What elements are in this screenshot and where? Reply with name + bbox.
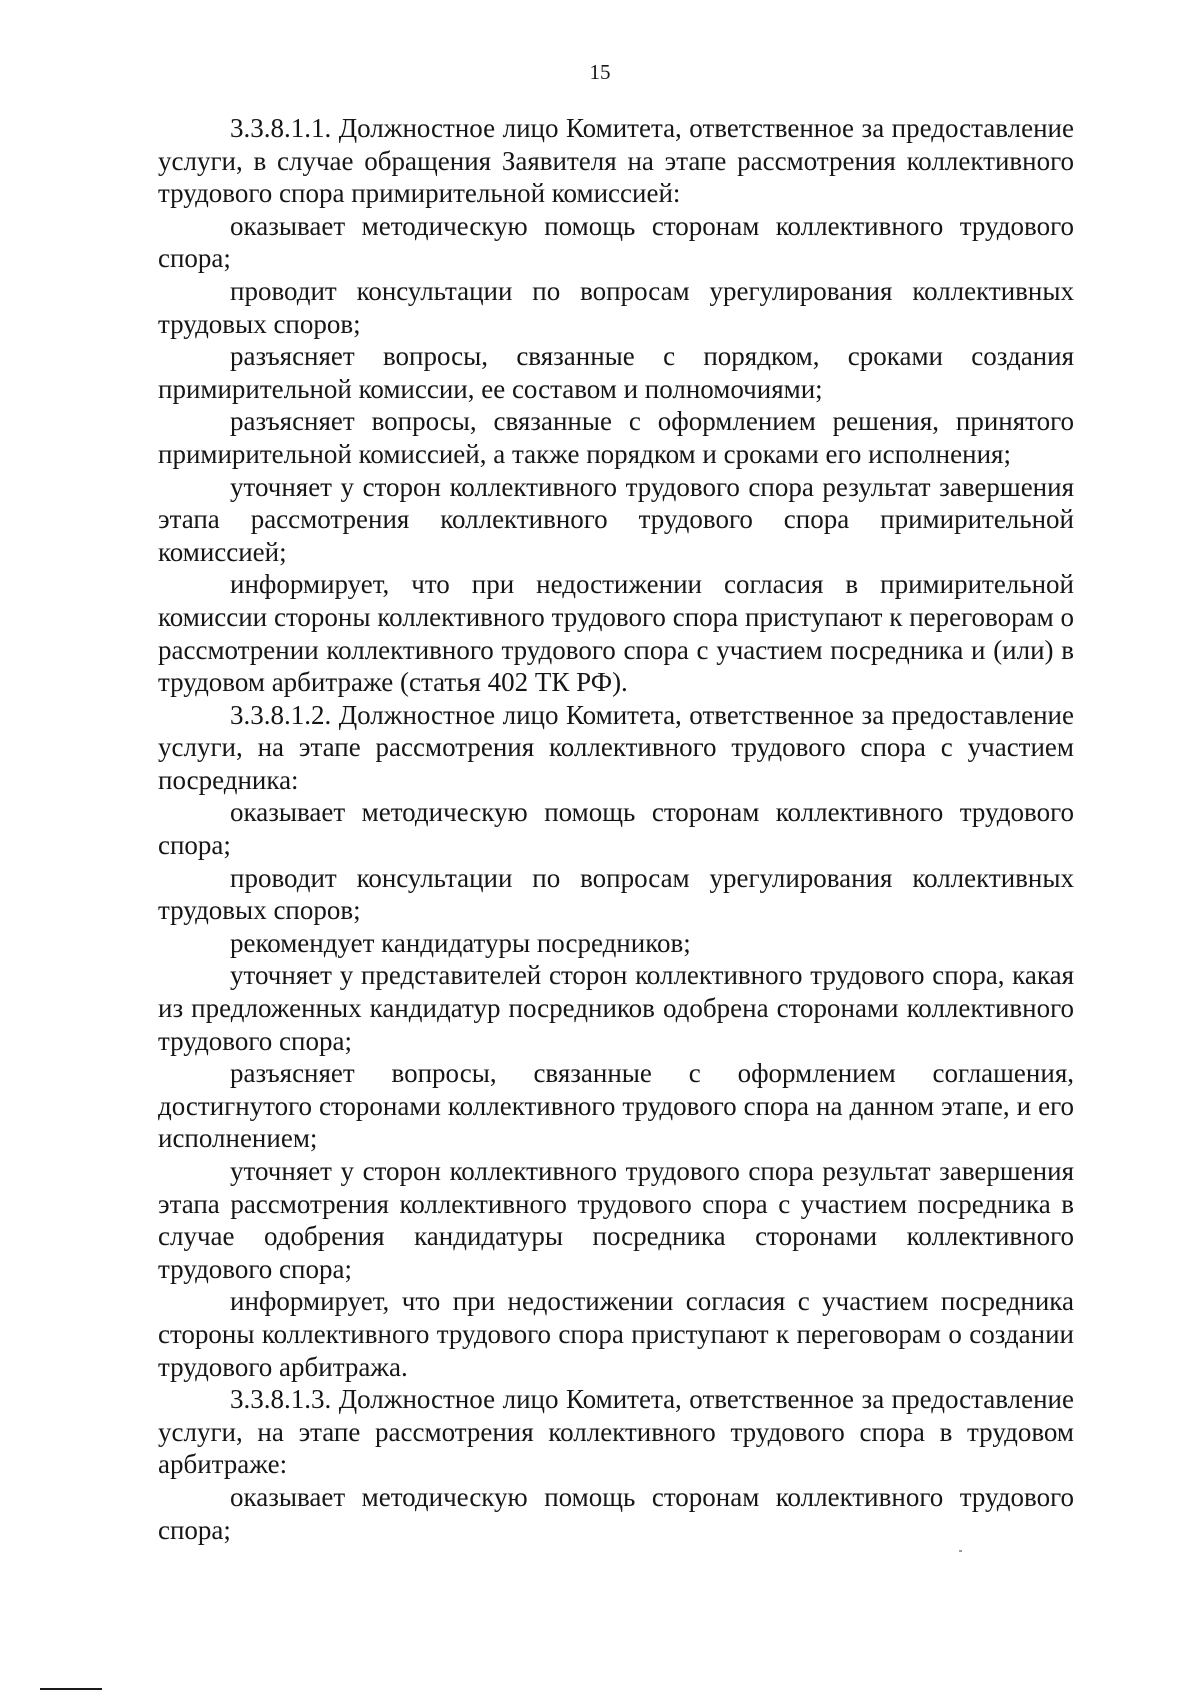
- paragraph-item: уточняет у представителей сторон коллективного трудового спора, какая из предложенных кандидатур посредников одобрена сторонами коллективного трудового спора;: [158, 960, 1074, 1056]
- document-body: [158, 112, 1074, 1546]
- paragraph-item: информирует, что при недостижении согласия с участием посредника стороны коллективного трудового спора приступают к переговорам о создании трудового арбитража.: [158, 1286, 1074, 1382]
- scan-edge-mark: [40, 1688, 102, 1690]
- paragraph-item: проводит консультации по вопросам урегулирования коллективных трудовых споров;: [158, 275, 1074, 339]
- paragraph-3-3-8-1-2-heading: 3.3.8.1.2. Должностное лицо Комитета, ответственное за предоставление услуги, на этапе рассмотрения коллективного трудового спора с участием посредника:: [158, 699, 1074, 795]
- paragraph-item: оказывает методическую помощь сторонам коллективного трудового спора;: [158, 210, 1074, 274]
- paragraph-item: оказывает методическую помощь сторонам коллективного трудового спора;: [158, 797, 1074, 861]
- scan-speck: [959, 1550, 962, 1552]
- paragraph-item: разъясняет вопросы, связанные с оформлением соглашения, достигнутого сторонами коллективного трудового спора на данном этапе, и его исполнением;: [158, 1058, 1074, 1154]
- paragraph-item: проводит консультации по вопросам урегулирования коллективных трудовых споров;: [158, 862, 1074, 926]
- paragraph-item: информирует, что при недостижении согласия в примирительной комиссии стороны коллективного трудового спора приступают к переговорам о рассмотрении коллективного трудового спора с участием посредника и (или) в трудовом арбитраже (статья 402 ТК РФ).: [158, 569, 1074, 698]
- paragraph-item: разъясняет вопросы, связанные с оформлением решения, принятого примирительной комиссией, а также порядком и сроками его исполнения;: [158, 406, 1074, 469]
- paragraph-item: разъясняет вопросы, связанные с порядком, сроками создания примирительной комиссии, ее составом и полномочиями;: [158, 341, 1074, 404]
- paragraph-item: уточняет у сторон коллективного трудового спора результат завершения этапа рассмотрения коллективного трудового спора примирительной комиссией;: [158, 471, 1074, 567]
- paragraph-3-3-8-1-1-heading: 3.3.8.1.1. Должностное лицо Комитета, ответственное за предоставление услуги, в случае обращения Заявителя на этапе рассмотрения коллективного трудового спора примирительной комиссией:: [158, 113, 1074, 209]
- paragraph-item: оказывает методическую помощь сторонам коллективного трудового спора;: [158, 1481, 1074, 1545]
- page-number: 15: [589, 60, 611, 84]
- paragraph-item: рекомендует кандидатуры посредников;: [230, 927, 691, 958]
- paragraph-3-3-8-1-3-heading: 3.3.8.1.3. Должностное лицо Комитета, ответственное за предоставление услуги, на этапе рассмотрения коллективного трудового спора в трудовом арбитраже:: [158, 1384, 1074, 1480]
- paragraph-item: уточняет у сторон коллективного трудового спора результат завершения этапа рассмотрения коллективного трудового спора с участием посредника в случае одобрения кандидатуры посредника сторонами коллективного трудового спора;: [158, 1156, 1074, 1284]
